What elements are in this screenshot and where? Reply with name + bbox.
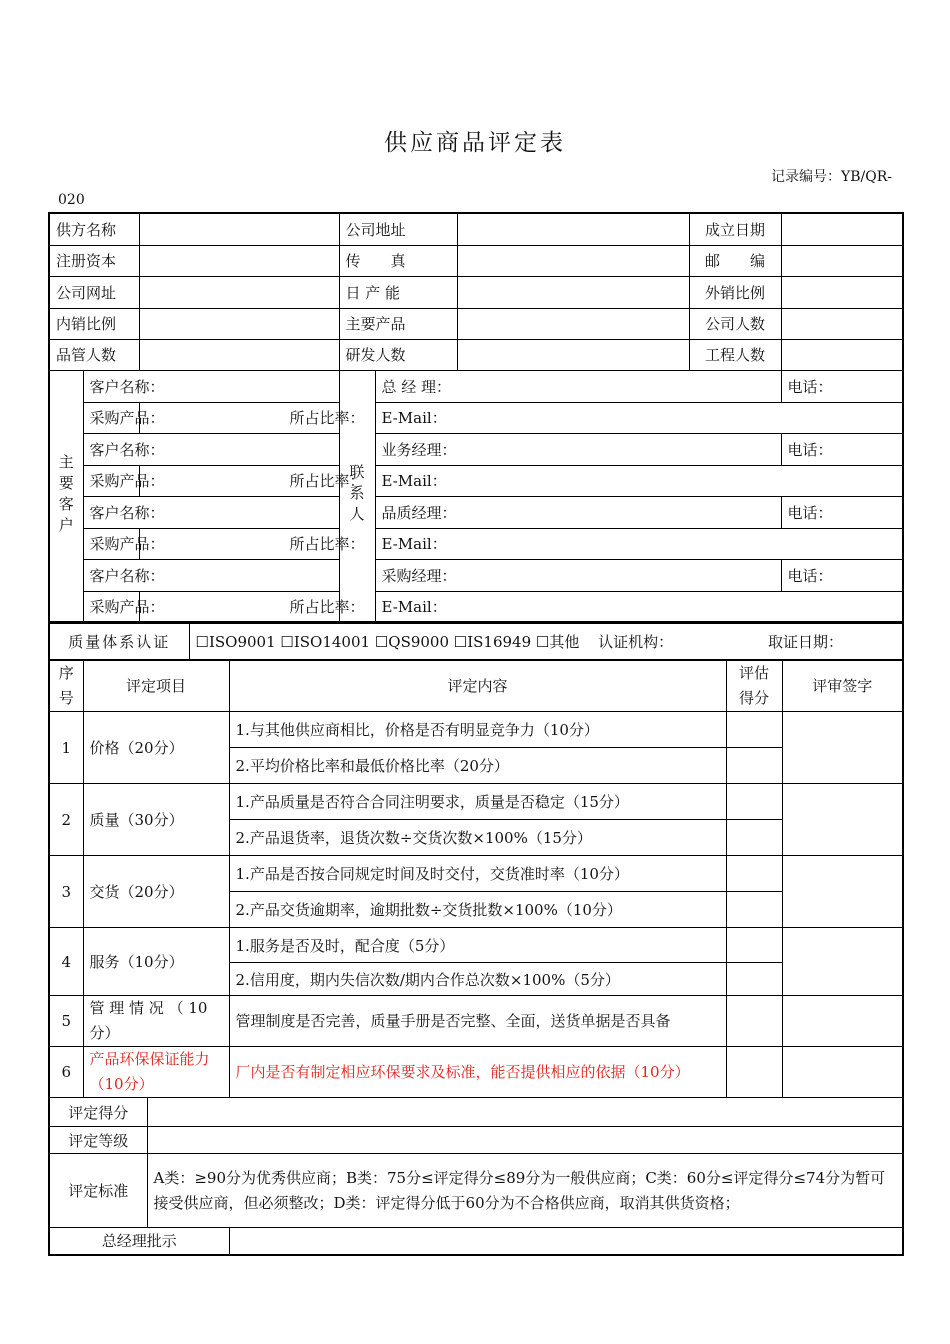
row1-sign[interactable] (782, 712, 903, 784)
purchase-product-4[interactable]: 采购产品： (83, 591, 139, 622)
score-field[interactable] (147, 1098, 903, 1127)
main-customers-label: 主要客户 (49, 370, 83, 622)
export-ratio-field[interactable] (781, 276, 903, 308)
contact-gm[interactable]: 总 经 理： (375, 370, 781, 402)
qc-staff-field[interactable] (139, 339, 339, 370)
header-item: 评定项目 (83, 660, 229, 712)
contact-quality[interactable]: 品质经理： (375, 496, 781, 528)
domestic-ratio-field[interactable] (139, 308, 339, 339)
contact-sales-phone[interactable]: 电话： (781, 433, 903, 465)
label-rd-staff: 研发人数 (339, 339, 457, 370)
row3-no: 3 (49, 856, 83, 928)
row3-sign[interactable] (782, 856, 903, 928)
contact-sales-email[interactable]: E-Mail： (375, 465, 903, 496)
label-domestic-ratio: 内销比例 (49, 308, 139, 339)
postcode-field[interactable] (781, 245, 903, 276)
row5-no: 5 (49, 996, 83, 1047)
contacts-label: 联系人 (339, 370, 375, 622)
label-company-address: 公司地址 (339, 213, 457, 245)
ratio-2[interactable]: 所占比率： (139, 465, 339, 496)
row6-score[interactable] (726, 1047, 782, 1098)
purchase-product-3[interactable]: 采购产品： (83, 528, 139, 559)
quality-cert-options[interactable] (189, 624, 903, 660)
website-field[interactable] (139, 276, 339, 308)
contact-gm-phone[interactable]: 电话： (781, 370, 903, 402)
supplier-info-table (48, 212, 904, 623)
fax-field[interactable] (457, 245, 689, 276)
row5-item: 管 理 情 况 （ 10 分） (83, 996, 229, 1047)
row6-content: 厂内是否有制定相应环保要求及标准，能否提供相应的依据（10分） (229, 1047, 726, 1098)
standard-text: A类：≥90分为优秀供应商；B类：75分≤评定得分≤89分为一般供应商；C类：60分≤评定得分≤74分为暂可接受供应商，但必须整改；D类：评定得分低于60分为不合格供应商，取消其供货资格； (147, 1154, 903, 1228)
label-export-ratio: 外销比例 (689, 276, 781, 308)
supplier-name-field[interactable] (139, 213, 339, 245)
row2-sign[interactable] (782, 784, 903, 856)
header-score: 评估得分 (726, 660, 782, 712)
standard-label: 评定标准 (49, 1154, 147, 1228)
label-established-date: 成立日期 (689, 213, 781, 245)
staff-count-field[interactable] (781, 308, 903, 339)
row2-score-2[interactable] (726, 820, 782, 856)
row4-score-1[interactable] (726, 928, 782, 963)
label-fax: 传 真 (339, 245, 457, 276)
customer-name-1[interactable]: 客户名称： (83, 370, 339, 402)
contact-sales[interactable]: 业务经理： (375, 433, 781, 465)
label-qc-staff: 品管人数 (49, 339, 139, 370)
contact-quality-email[interactable]: E-Mail： (375, 528, 903, 559)
row4-content-1: 1.服务是否及时，配合度（5分） (229, 928, 726, 963)
row3-score-2[interactable] (726, 892, 782, 928)
ratio-1[interactable]: 所占比率： (139, 402, 339, 433)
quality-cert-table (48, 623, 904, 661)
row6-sign[interactable] (782, 1047, 903, 1098)
customer-name-3[interactable]: 客户名称： (83, 496, 339, 528)
label-staff-count: 公司人数 (689, 308, 781, 339)
row6-no: 6 (49, 1047, 83, 1098)
row5-content: 管理制度是否完善，质量手册是否完整、全面，送货单据是否具备 (229, 996, 726, 1047)
header-seq: 序号 (49, 660, 83, 712)
contact-gm-email[interactable]: E-Mail： (375, 402, 903, 433)
contact-quality-phone[interactable]: 电话： (781, 496, 903, 528)
customer-name-4[interactable]: 客户名称： (83, 559, 339, 591)
row2-content-2: 2.产品退货率，退货次数÷交货次数×100%（15分） (229, 820, 726, 856)
row3-content-2: 2.产品交货逾期率，逾期批数÷交货批数×100%（10分） (229, 892, 726, 928)
page-title: 供应商品评定表 (384, 130, 566, 156)
row3-content-1: 1.产品是否按合同规定时间及时交付，交货准时率（10分） (229, 856, 726, 892)
ratio-3[interactable]: 所占比率： (139, 528, 339, 559)
grade-label: 评定等级 (49, 1127, 147, 1154)
company-address-field[interactable] (457, 213, 689, 245)
contact-purchase-phone[interactable]: 电话： (781, 559, 903, 591)
row1-no: 1 (49, 712, 83, 784)
label-website: 公司网址 (49, 276, 139, 308)
label-supplier-name: 供方名称 (49, 213, 139, 245)
purchase-product-2[interactable]: 采购产品： (83, 465, 139, 496)
cert-date[interactable]: 取证日期： (767, 632, 843, 651)
purchase-product-1[interactable]: 采购产品： (83, 402, 139, 433)
record-number-continued: 020 (58, 192, 85, 208)
contact-purchase[interactable]: 采购经理： (375, 559, 781, 591)
label-engineering-staff: 工程人数 (689, 339, 781, 370)
gm-approval-label: 总经理批示 (49, 1228, 229, 1255)
row3-score-1[interactable] (726, 856, 782, 892)
row4-no: 4 (49, 928, 83, 996)
row1-score-2[interactable] (726, 748, 782, 784)
label-daily-capacity: 日 产 能 (339, 276, 457, 308)
engineering-staff-field[interactable] (781, 339, 903, 370)
row4-sign[interactable] (782, 928, 903, 996)
grade-field[interactable] (147, 1127, 903, 1154)
established-date-field[interactable] (781, 213, 903, 245)
row4-item: 服务（10分） (83, 928, 229, 996)
row5-sign[interactable] (782, 996, 903, 1047)
cert-org[interactable]: 认证机构： (598, 632, 674, 651)
score-label: 评定得分 (49, 1098, 147, 1127)
row1-content-2: 2.平均价格比率和最低价格比率（20分） (229, 748, 726, 784)
contact-purchase-email[interactable]: E-Mail： (375, 591, 903, 622)
ratio-4[interactable]: 所占比率： (139, 591, 339, 622)
customer-name-2[interactable]: 客户名称： (83, 433, 339, 465)
label-main-products: 主要产品 (339, 308, 457, 339)
label-postcode: 邮 编 (689, 245, 781, 276)
row1-content-1: 1.与其他供应商相比，价格是否有明显竞争力（10分） (229, 712, 726, 748)
rd-staff-field[interactable] (457, 339, 689, 370)
header-sign: 评审签字 (782, 660, 903, 712)
row4-score-2[interactable] (726, 963, 782, 996)
row6-item: 产品环保保证能力（10分） (83, 1047, 229, 1098)
row4-content-2: 2.信用度，期内失信次数/期内合作总次数×100%（5分） (229, 963, 726, 996)
daily-capacity-field[interactable] (457, 276, 689, 308)
row2-score-1[interactable] (726, 784, 782, 820)
row2-no: 2 (49, 784, 83, 856)
row3-item: 交货（20分） (83, 856, 229, 928)
cert-checkboxes[interactable]: ☐ISO9001 ☐ISO14001 ☐QS9000 ☐IS16949 ☐其他 (195, 632, 580, 651)
row2-content-1: 1.产品质量是否符合合同注明要求，质量是否稳定（15分） (229, 784, 726, 820)
header-content: 评定内容 (229, 660, 726, 712)
registered-capital-field[interactable] (139, 245, 339, 276)
evaluation-table (48, 659, 904, 1256)
gm-approval-field[interactable] (229, 1228, 903, 1255)
quality-cert-label: 质量体系认证 (49, 624, 189, 660)
record-number: 记录编号：YB/QR- (771, 169, 892, 185)
main-products-field[interactable] (457, 308, 689, 339)
row1-item: 价格（20分） (83, 712, 229, 784)
row1-score-1[interactable] (726, 712, 782, 748)
row5-score[interactable] (726, 996, 782, 1047)
label-registered-capital: 注册资本 (49, 245, 139, 276)
row2-item: 质量（30分） (83, 784, 229, 856)
